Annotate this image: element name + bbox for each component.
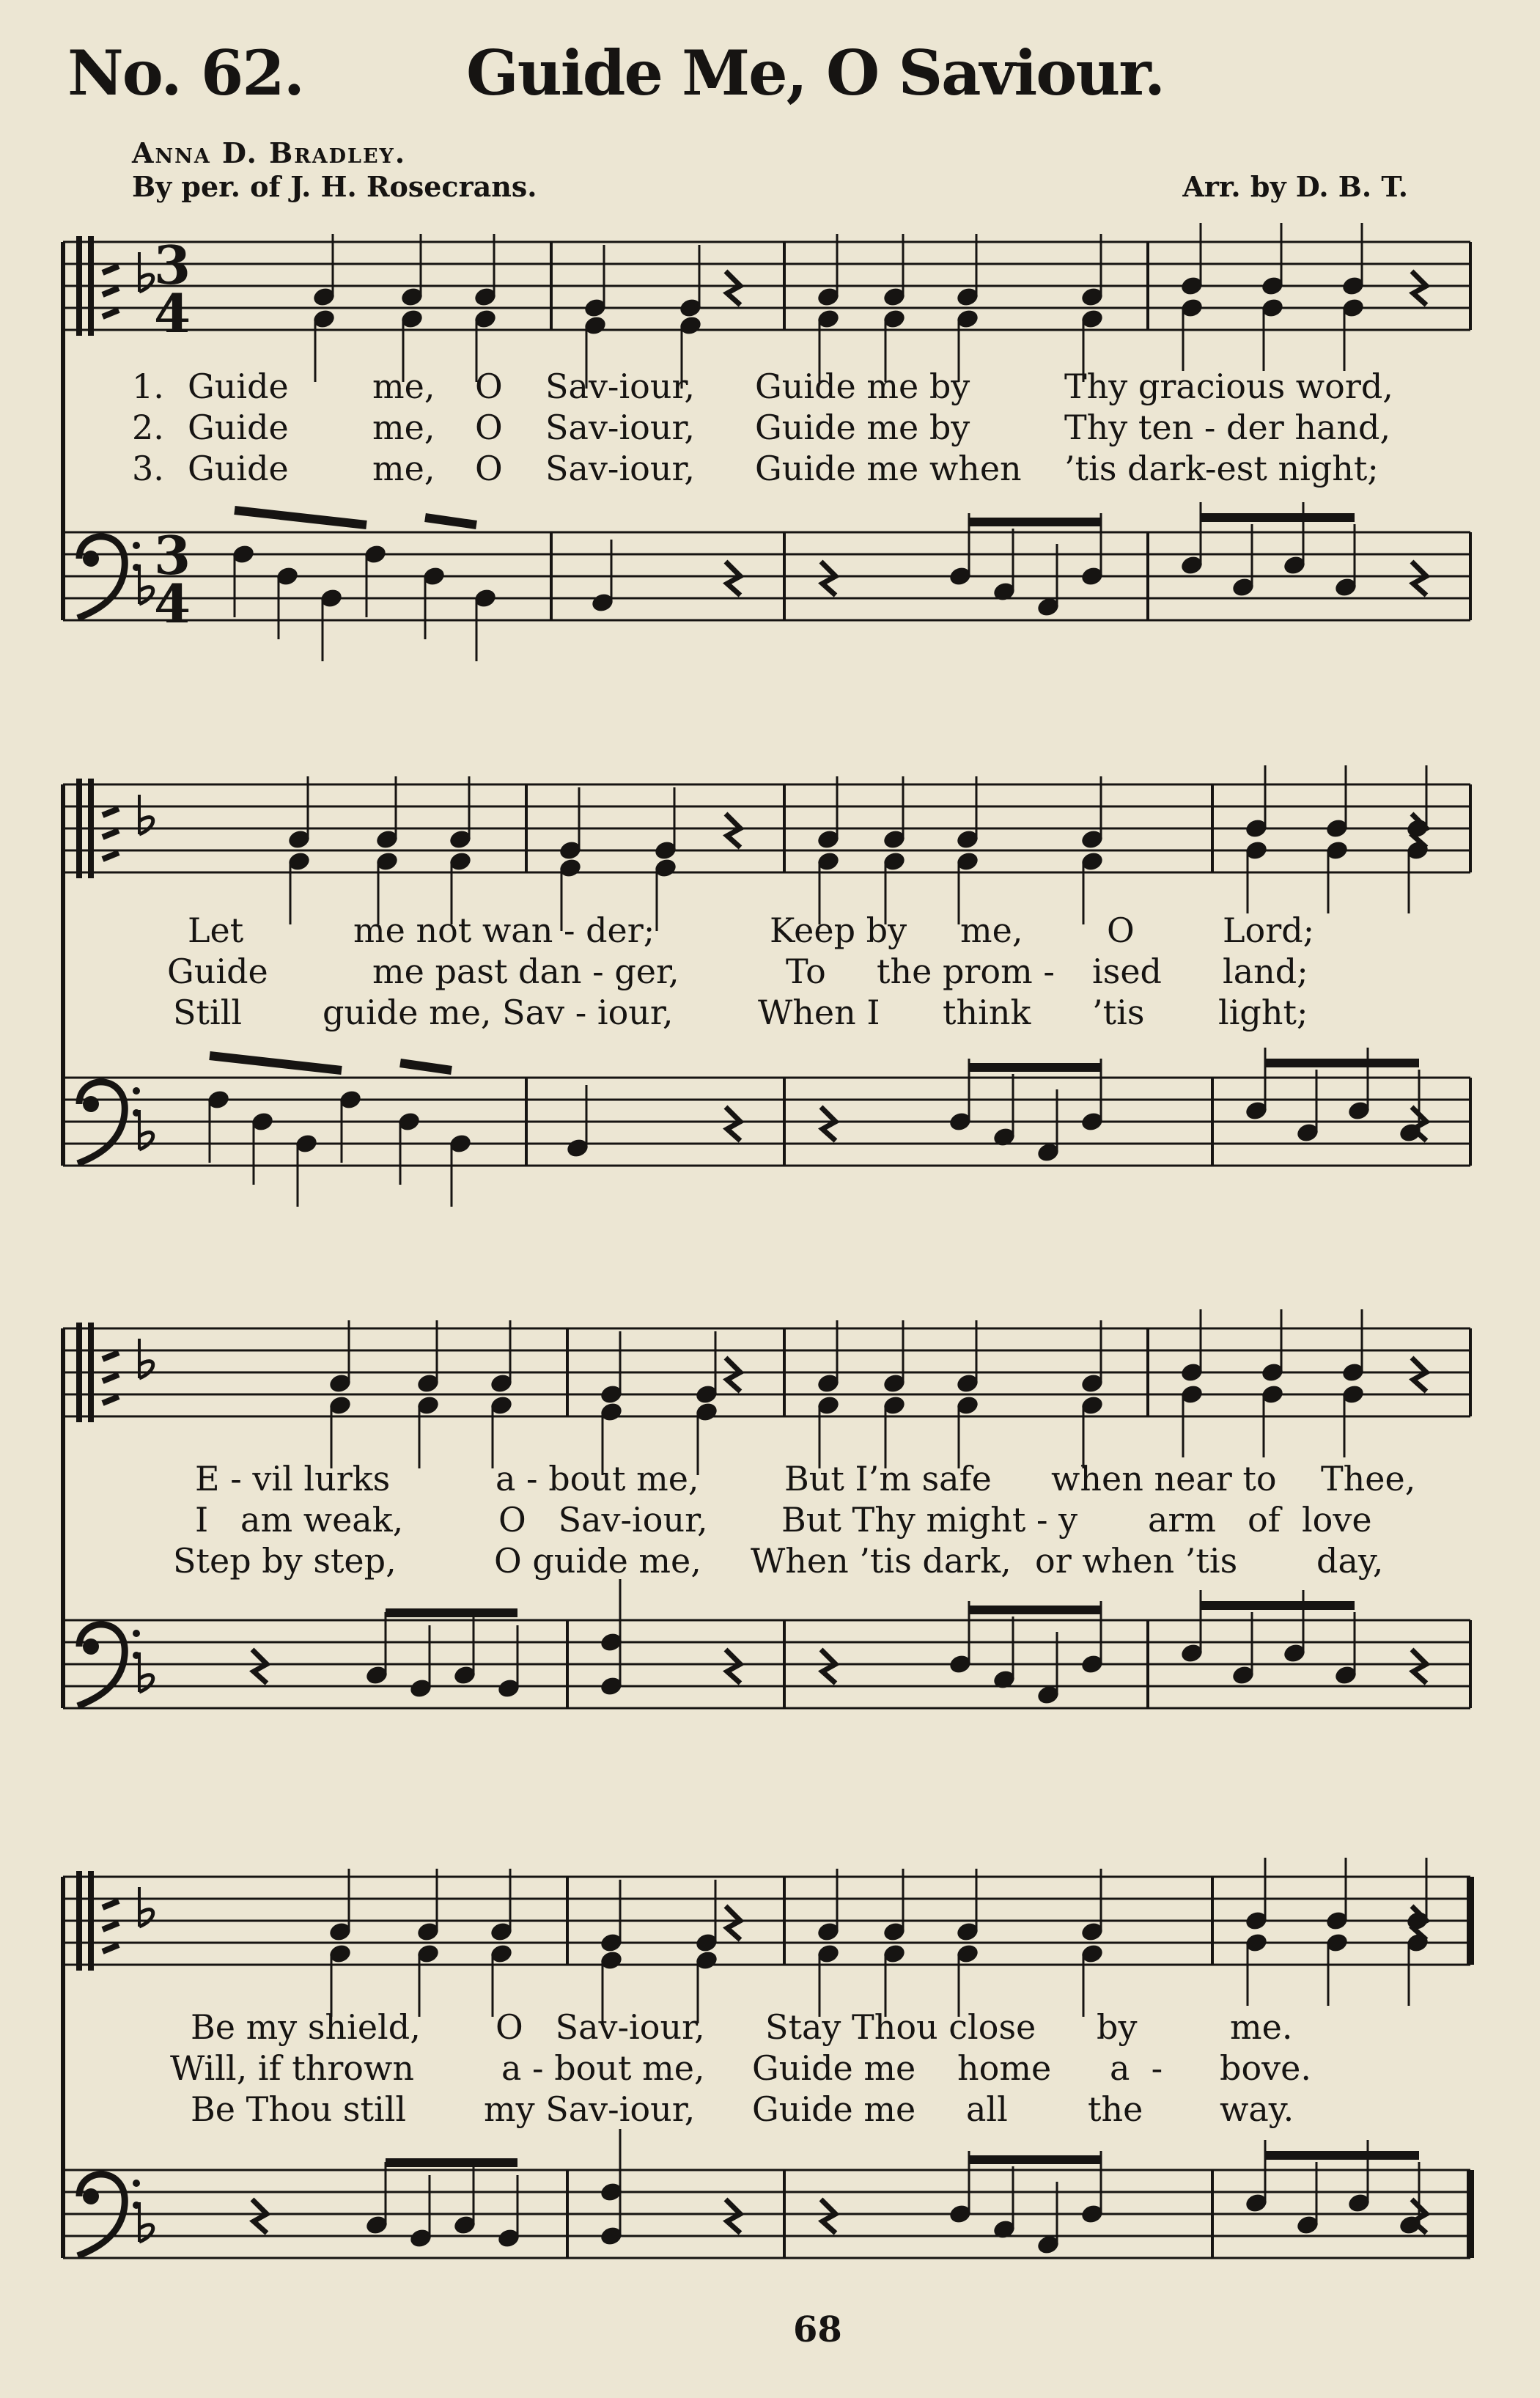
lyric-syllable: O: [1107, 911, 1135, 950]
treble-clef-icon: [103, 1397, 119, 1403]
quarter-rest-icon: [821, 562, 836, 595]
lyric-syllable: Thy ten - der hand,: [1064, 408, 1391, 447]
lyric-syllable: Guide: [188, 408, 289, 447]
lyric-line: [0, 2048, 1540, 2089]
quarter-rest-icon: [726, 814, 740, 847]
lyric-syllable: But Thy might - y: [781, 1500, 1078, 1540]
quarter-rest-icon: [821, 1649, 836, 1683]
lyric-syllable: a -: [1110, 2048, 1163, 2088]
lyric-syllable: guide me, Sav - iour,: [323, 993, 674, 1032]
lyric-syllable: Guide: [188, 449, 289, 488]
lyric-line: [0, 2089, 1540, 2130]
lyric-line: [0, 2007, 1540, 2048]
flat-icon: [139, 275, 153, 292]
lyric-syllable: Thy gracious word,: [1064, 367, 1393, 406]
lyric-syllable: me past dan - ger,: [372, 952, 679, 991]
bass-clef-icon: [133, 1087, 140, 1095]
lyric-syllable: arm: [1148, 1500, 1217, 1540]
beam: [400, 1063, 452, 1070]
treble-clef-icon: [103, 1923, 119, 1930]
lyric-line: [0, 367, 1540, 408]
verse-number: 1.: [132, 367, 164, 406]
lyric-syllable: me.: [1230, 2007, 1293, 2047]
treble-clef-icon: [103, 831, 119, 837]
beam: [235, 510, 366, 525]
quarter-rest-icon: [821, 1107, 836, 1141]
permission-credit: By per. of J. H. Rosecrans.: [132, 170, 537, 203]
quarter-rest-icon: [1412, 1649, 1426, 1683]
lyric-syllable: Guide: [167, 952, 268, 991]
lyric-syllable: Step by step,: [173, 1541, 397, 1581]
quarter-rest-icon: [1412, 1358, 1426, 1391]
lyric-syllable: a - bout me,: [495, 1459, 699, 1498]
lyric-syllable: or when ’tis: [1035, 1541, 1238, 1581]
lyric-syllable: Be Thou still: [191, 2089, 407, 2129]
lyric-syllable: Thee,: [1321, 1459, 1416, 1498]
lyric-syllable: Stay Thou close: [765, 2007, 1036, 2047]
bass-clef-icon: [133, 2180, 140, 2187]
lyric-syllable: Will, if thrown: [170, 2048, 415, 2088]
quarter-rest-icon: [726, 562, 740, 595]
lyric-syllable: ’tis dark-est night;: [1064, 449, 1379, 488]
lyric-syllable: ised: [1092, 952, 1162, 991]
quarter-rest-icon: [726, 271, 740, 305]
lyric-syllable: Let: [188, 911, 244, 950]
lyric-line: [0, 449, 1540, 490]
lyric-syllable: Guide me: [752, 2089, 916, 2129]
lyric-syllable: my Sav-iour,: [484, 2089, 696, 2129]
flat-icon: [139, 1361, 153, 1378]
quarter-rest-icon: [252, 2199, 267, 2233]
lyric-syllable: When I: [758, 993, 880, 1032]
lyric-line: [0, 911, 1540, 952]
lyric-syllable: O: [475, 367, 503, 406]
treble-clef-icon: [103, 310, 119, 317]
hymn-title: Guide Me, O Saviour.: [466, 37, 1165, 109]
lyric-syllable: O Sav-iour,: [495, 2007, 705, 2047]
beam: [425, 518, 476, 525]
lyric-syllable: Guide me when: [755, 449, 1022, 488]
time-signature-bottom: 4: [154, 573, 191, 635]
flat-icon: [139, 587, 153, 604]
quarter-rest-icon: [726, 1107, 740, 1141]
treble-clef-icon: [103, 809, 119, 815]
lyric-syllable: a - bout me,: [501, 2048, 705, 2088]
lyric-syllable: light;: [1218, 993, 1308, 1032]
quarter-rest-icon: [1412, 562, 1426, 595]
lyric-syllable: by: [1097, 2007, 1138, 2047]
verse-number: 2.: [132, 408, 164, 447]
lyric-syllable: E - vil lurks: [195, 1459, 391, 1498]
treble-clef-icon: [103, 853, 119, 859]
lyric-syllable: all: [966, 2089, 1008, 2129]
lyric-line: [0, 1500, 1540, 1541]
lyric-syllable: O guide me,: [494, 1541, 701, 1581]
lyric-syllable: Sav-iour,: [545, 408, 696, 447]
lyric-syllable: me,: [372, 449, 435, 488]
quarter-rest-icon: [1412, 271, 1426, 305]
lyric-syllable: But I’m safe: [784, 1459, 992, 1498]
lyric-syllable: Still: [173, 993, 243, 1032]
bass-clef-icon: [83, 1638, 99, 1655]
lyric-syllable: O: [475, 408, 503, 447]
lyric-syllable: Guide: [188, 367, 289, 406]
lyric-syllable: home: [957, 2048, 1052, 2088]
quarter-rest-icon: [252, 1649, 267, 1683]
lyric-syllable: me,: [372, 367, 435, 406]
bass-clef-icon: [133, 1630, 140, 1637]
lyric-syllable: To: [786, 952, 826, 991]
lyric-syllable: Guide me by: [755, 408, 970, 447]
quarter-rest-icon: [726, 1649, 740, 1683]
bass-clef-icon: [83, 2188, 99, 2204]
hymn-number: No. 62.: [67, 37, 303, 109]
lyric-syllable: Sav-iour,: [545, 449, 696, 488]
lyric-line: [0, 993, 1540, 1034]
lyric-syllable: bove.: [1220, 2048, 1311, 2088]
bass-clef-icon: [83, 1096, 99, 1112]
lyric-syllable: the prom -: [877, 952, 1055, 991]
treble-clef-icon: [103, 1901, 119, 1908]
lyric-syllable: ’tis: [1092, 993, 1145, 1032]
beam: [210, 1056, 342, 1070]
lyric-syllable: me,: [372, 408, 435, 447]
lyric-syllable: O: [475, 449, 503, 488]
flat-icon: [139, 1675, 153, 1692]
quarter-rest-icon: [726, 1906, 740, 1940]
lyric-syllable: Lord;: [1223, 911, 1315, 950]
quarter-rest-icon: [726, 2199, 740, 2233]
lyric-syllable: Sav-iour,: [545, 367, 696, 406]
lyric-syllable: When ’tis dark,: [751, 1541, 1012, 1581]
lyric-syllable: O Sav-iour,: [498, 1500, 708, 1540]
treble-clef-icon: [103, 1353, 119, 1359]
lyric-syllable: way.: [1220, 2089, 1294, 2129]
lyric-syllable: land;: [1223, 952, 1308, 991]
flat-icon: [139, 2225, 153, 2242]
lyric-line: [0, 1459, 1540, 1500]
flat-icon: [139, 1133, 153, 1150]
flat-icon: [139, 1910, 153, 1927]
lyric-syllable: Be my shield,: [191, 2007, 421, 2047]
lyric-syllable: Keep by: [770, 911, 907, 950]
lyric-syllable: me not wan - der;: [353, 911, 655, 950]
treble-clef-icon: [103, 266, 119, 273]
time-signature-bottom: 4: [154, 282, 191, 345]
lyric-line: [0, 408, 1540, 449]
bass-clef-icon: [133, 542, 140, 549]
treble-clef-icon: [103, 288, 119, 295]
lyric-syllable: day,: [1316, 1541, 1384, 1581]
lyric-syllable: Guide me by: [755, 367, 970, 406]
verse-number: 3.: [132, 449, 164, 488]
flat-icon: [139, 817, 153, 834]
quarter-rest-icon: [821, 2199, 836, 2233]
author-credit: Anna D. Bradley.: [132, 136, 407, 169]
lyric-syllable: me,: [960, 911, 1023, 950]
lyric-line: [0, 952, 1540, 993]
arranger-credit: Arr. by D. B. T.: [1182, 170, 1408, 203]
lyric-syllable: I am weak,: [195, 1500, 404, 1540]
lyric-syllable: think: [943, 993, 1031, 1032]
lyric-line: [0, 1541, 1540, 1582]
quarter-rest-icon: [726, 1358, 740, 1391]
lyric-syllable: of love: [1248, 1500, 1372, 1540]
lyric-syllable: Guide me: [752, 2048, 916, 2088]
page-number: 68: [793, 2309, 842, 2350]
time-signature-top: 3: [154, 234, 191, 296]
time-signature-top: 3: [154, 524, 191, 586]
bass-clef-icon: [83, 551, 99, 567]
treble-clef-icon: [103, 1945, 119, 1952]
lyric-syllable: the: [1088, 2089, 1143, 2129]
treble-clef-icon: [103, 1375, 119, 1381]
lyric-syllable: when near to: [1051, 1459, 1277, 1498]
